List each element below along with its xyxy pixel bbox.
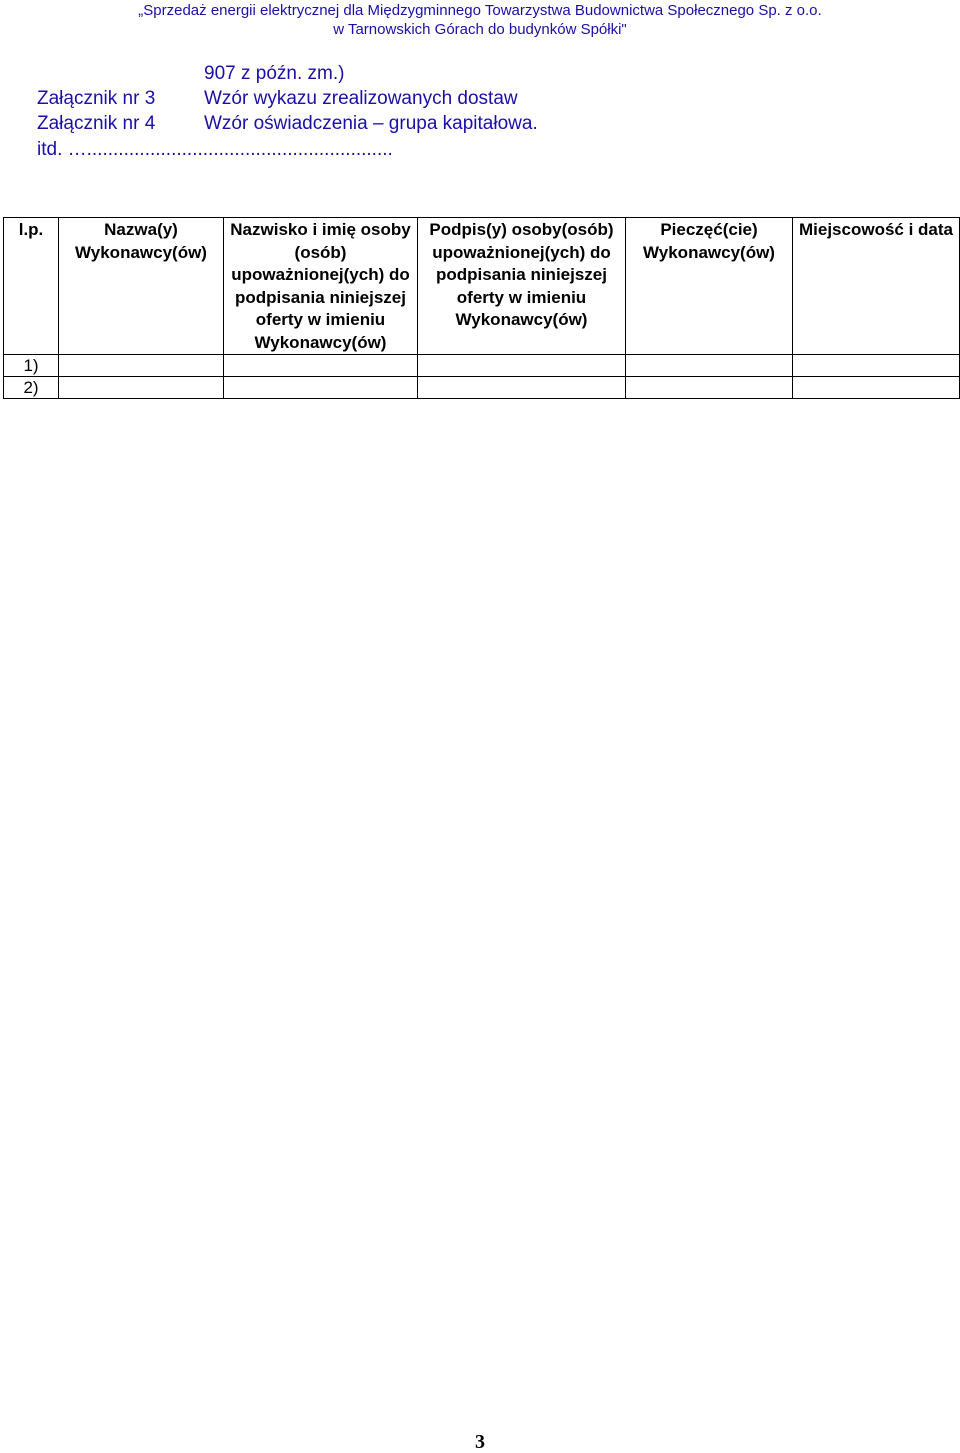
column-header-lp: l.p. (4, 218, 59, 355)
signature-table (3, 217, 960, 399)
table-cell (418, 355, 626, 377)
attachment-label: Załącznik nr 4 (37, 113, 156, 134)
table-cell (626, 377, 793, 399)
column-header-signature: Podpis(y) osoby(osób) upoważnionej(ych) do podpisania niniejszej oferty w imieniu Wykonawcy(ów) (418, 218, 626, 355)
header-line-1: „Sprzedaż energii elektrycznej dla Międzygminnego Towarzystwa Budownictwa Społecznego Sp. z o.o. (138, 2, 822, 19)
table-cell (224, 355, 418, 377)
column-header-contractor-name: Nazwa(y) Wykonawcy(ów) (59, 218, 224, 355)
page-number: 3 (475, 1431, 485, 1453)
table-cell (793, 355, 960, 377)
table-cell (418, 377, 626, 399)
column-header-stamp: Pieczęć(cie) Wykonawcy(ów) (626, 218, 793, 355)
table-cell (59, 377, 224, 399)
header-line-2: w Tarnowskich Górach do budynków Spółki" (333, 21, 627, 38)
row-number: 2) (4, 377, 59, 399)
table-cell (59, 355, 224, 377)
attachment-label: itd. ….......................................................... (37, 139, 393, 160)
column-header-place-date: Miejscowość i data (793, 218, 960, 355)
attachment-text: 907 z późn. zm.) (204, 63, 345, 84)
table-cell (224, 377, 418, 399)
attachment-label: Załącznik nr 3 (37, 88, 156, 109)
row-number: 1) (4, 355, 59, 377)
attachment-text: Wzór wykazu zrealizowanych dostaw (204, 88, 518, 109)
attachment-text: Wzór oświadczenia – grupa kapitałowa. (204, 113, 538, 134)
table-row (4, 355, 960, 377)
table-cell (793, 377, 960, 399)
table-header-row (4, 218, 960, 355)
column-header-authorized-person: Nazwisko i imię osoby (osób) upoważnionej(ych) do podpisania niniejszej oferty w imieniu Wykonawcy(ów) (224, 218, 418, 355)
table-row (4, 377, 960, 399)
document-header (0, 0, 960, 39)
table-cell (626, 355, 793, 377)
